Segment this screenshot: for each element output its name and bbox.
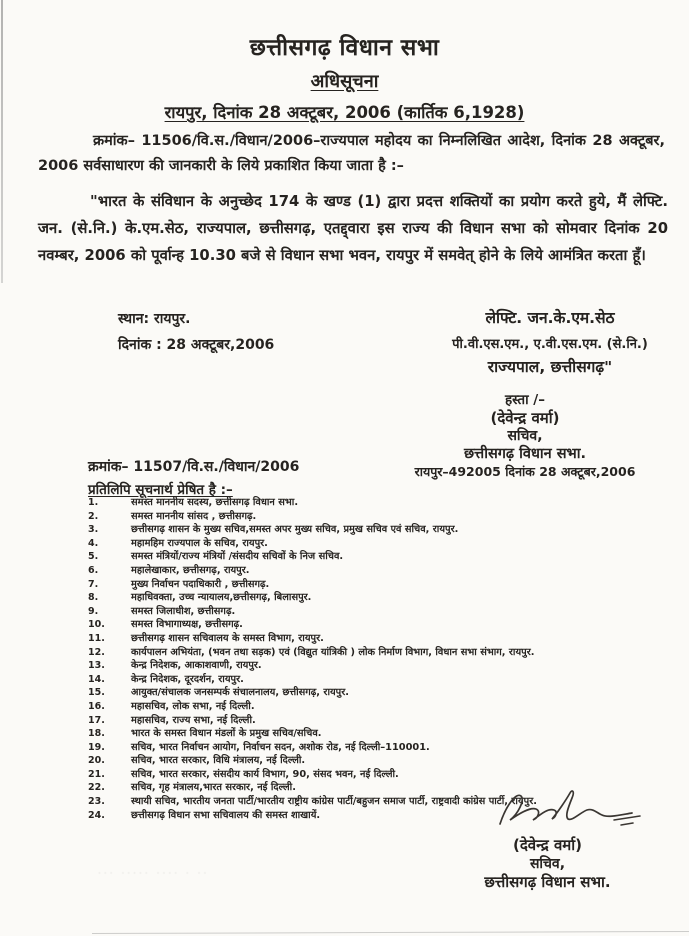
list-item-number: 6. [88, 564, 99, 576]
copy-heading: प्रतिलिपि सूचनार्थ प्रेषित है :– [88, 482, 233, 498]
list-item-text: सचिव, भारत निर्वाचन आयोग, निर्वाचन सदन, अशोक रोड, नई दिल्ली–110001. [131, 741, 430, 753]
signatory-name: (देवेन्द्र वर्मा) [512, 836, 583, 854]
list-item-number: 12. [88, 646, 105, 658]
list-item-text: केन्द्र निदेशक, आकाशवाणी, रायपुर. [131, 660, 262, 672]
list-item-number: 2. [88, 510, 99, 522]
list-item [88, 631, 668, 645]
list-item-number: 14. [88, 673, 105, 685]
list-item-number: 4. [88, 537, 99, 549]
list-item [88, 549, 668, 563]
list-item [88, 767, 668, 781]
list-item-text: समस्त माननीय सदस्य, छत्तीसगढ़ विधान सभा. [131, 497, 299, 508]
list-item-number: 18. [88, 728, 105, 740]
list-item-number: 3. [88, 524, 99, 536]
list-item [88, 672, 668, 686]
list-item-number: 16. [88, 700, 105, 712]
list-item-number: 1. [88, 497, 99, 508]
copy-reference-block [88, 457, 299, 498]
list-item [88, 563, 668, 577]
governor-name: लेफ्टि. जन.के.एम.सेठ [485, 309, 615, 327]
list-item-number: 8. [88, 592, 99, 604]
scan-bottom-edge-artifact [92, 931, 689, 934]
list-item-number: 22. [88, 782, 105, 794]
list-item [88, 699, 668, 713]
list-item-text: समस्त मंत्रियों/राज्य मंत्रियों /संसदीय सचिवों के निज सचिव. [131, 551, 344, 563]
secretary-organisation: छत्तीसगढ़ विधान सभा. [464, 446, 586, 462]
signatory-organisation: छत्तीसगढ़ विधान सभा. [484, 873, 611, 891]
list-item-text: समस्त जिलाधीश, छत्तीसगढ़. [131, 605, 236, 617]
governor-designation: राज्यपाल, छत्तीसगढ़" [487, 358, 613, 376]
list-item-text: सचिव, भारत सरकार, विधि मंत्रालय, नई दिल्ली. [131, 755, 306, 767]
list-item [88, 740, 668, 754]
list-item-text: समस्त माननीय सांसद , छत्तीसगढ़. [131, 510, 257, 522]
place-line: स्थान: रायपुर. [118, 311, 191, 327]
list-item [88, 726, 668, 740]
list-item-text: छत्तीसगढ़ विधान सभा सचिवालय की समस्त शाखायें. [131, 809, 321, 821]
list-item [88, 536, 668, 550]
copy-reference-number: क्रमांक– 11507/वि.स./विधान/2006 [88, 459, 300, 475]
date-line: दिनांक : 28 अक्टूबर,2006 [118, 337, 275, 353]
recipients-list [88, 495, 668, 821]
list-item [88, 590, 668, 604]
signed-label: हस्ता /– [505, 392, 545, 408]
list-item-number: 17. [88, 714, 105, 726]
secretary-attestation-block [390, 392, 660, 480]
list-item-text: भारत के समस्त विधान मंडलों के प्रमुख सचिव/सचिव. [131, 728, 322, 740]
list-item-number: 21. [88, 768, 105, 780]
list-item-number: 7. [88, 578, 99, 590]
signatory-designation: सचिव, [529, 856, 566, 872]
list-item [88, 617, 668, 631]
governor-honors: पी.वी.एस.एम., ए.वी.एस.एम. (से.नि.) [452, 337, 648, 352]
intro-paragraph: क्रमांक– 11506/वि.स./विधान/2006–राज्यपाल महोदय का निम्नलिखित आदेश, दिनांक 28 अक्टूबर, 2006 सर्वसाधारण की जानकारी के लिये प्रकाशित किया जाता है :– [38, 133, 665, 174]
list-item [88, 604, 668, 618]
list-item-text: आयुक्त/संचालक जनसम्पर्क संचालनालय, छत्तीसगढ़, रायपुर. [131, 687, 349, 699]
list-item-number: 20. [88, 755, 105, 767]
list-item-text: छत्तीसगढ़ शासन के मुख्य सचिव,समस्त अपर मुख्य सचिव, प्रमुख सचिव एवं सचिव, रायपुर. [131, 524, 459, 536]
list-item-text: समस्त विभागाध्यक्ष, छत्तीसगढ़. [131, 619, 243, 631]
list-item-text: सचिव, भारत सरकार, संसदीय कार्य विभाग, 90, संसद भवन, नई दिल्ली. [131, 768, 399, 780]
faint-print-artifact: ··· ····· ···· · ·· [98, 869, 210, 879]
place-date-block [118, 306, 274, 358]
list-item-text: सचिव, गृह मंत्रालय,भारत सरकार, नई दिल्ली. [131, 782, 296, 794]
list-item-text: महासचिव, राज्य सभा, नई दिल्ली. [131, 714, 256, 726]
list-item [88, 577, 668, 591]
governor-signature-block [435, 306, 665, 377]
list-item-number: 19. [88, 741, 105, 753]
place-dateline: रायपुर, दिनांक 28 अक्टूबर, 2006 (कार्तिक 6,1928) [164, 103, 525, 122]
list-item-number: 9. [88, 605, 99, 617]
list-item [88, 495, 668, 509]
list-item-number: 13. [88, 660, 105, 672]
list-item-text: महासचिव, लोक सभा, नई दिल्ली. [131, 700, 255, 712]
handwritten-signature-icon [494, 784, 652, 836]
bottom-signatory-block [430, 836, 665, 892]
list-item-text: स्थायी सचिव, भारतीय जनता पार्टी/भारतीय राष्ट्रीय कांग्रेस पार्टी/बहुजन समाज पार्टी, राष्ट्रवादी कांग्रेस पार्टी, रायपुर. [131, 796, 537, 808]
list-item-text: मुख्य निर्वाचन पदाधिकारी , छत्तीसगढ़. [131, 578, 270, 590]
list-item-number: 23. [88, 796, 105, 808]
list-item-text: छत्तीसगढ़ शासन सचिवालय के समस्त विभाग, रायपुर. [131, 632, 324, 644]
list-item [88, 658, 668, 672]
list-item [88, 645, 668, 659]
notification-heading: अधिसूचना [310, 71, 379, 92]
order-paragraph: "भारत के संविधान के अनुच्छेद 174 के खण्ड (1) द्वारा प्रदत्त शक्तियों का प्रयोग करते हुये, मैं लेफ्टि. जन. (से.नि.) के.एम.सेठ, राज्यपाल, छत्तीसगढ़, एतद्द्वारा इस राज्य की विधान सभा को सोमवार दिनांक 20 नवम्बर, 2006 को पूर्वान्ह 10.30 बजे से विधान सभा भवन, रायपुर में समवेत् होने के लिये आमंत्रित करता हूँ। [38, 193, 668, 264]
list-item [88, 685, 668, 699]
list-item [88, 713, 668, 727]
list-item-text: केन्द्र निदेशक, दूरदर्शन, रायपुर. [131, 673, 244, 685]
list-item [88, 509, 668, 523]
list-item [88, 522, 668, 536]
list-item [88, 753, 668, 767]
list-item-number: 11. [88, 632, 105, 644]
secretary-name: (देवेन्द्र वर्मा) [490, 409, 560, 427]
list-item-number: 10. [88, 619, 105, 631]
list-item-number: 24. [88, 809, 105, 821]
list-item-text: महामहिम राज्यपाल के सचिव, रायपुर. [131, 537, 268, 549]
secretary-address-date: रायपुर–492005 दिनांक 28 अक्टूबर,2006 [414, 464, 636, 479]
list-item-text: महालेखाकार, छत्तीसगढ़, रायपुर. [131, 564, 250, 576]
list-item-number: 15. [88, 687, 105, 699]
document-header [0, 30, 689, 123]
secretary-designation: सचिव, [507, 428, 543, 444]
list-item-number: 5. [88, 551, 99, 563]
list-item-text: महाधिवक्ता, उच्च न्यायालय,छत्तीसगढ़, बिलासपुर. [131, 592, 312, 604]
list-item-text: कार्यपालन अभियंता, (भवन तथा सड़क) एवं (विद्युत यांत्रिकी ) लोक निर्माण विभाग, विधान सभा संभाग, रायपुर. [131, 646, 535, 658]
page-title: छत्तीसगढ़ विधान सभा [249, 35, 440, 61]
